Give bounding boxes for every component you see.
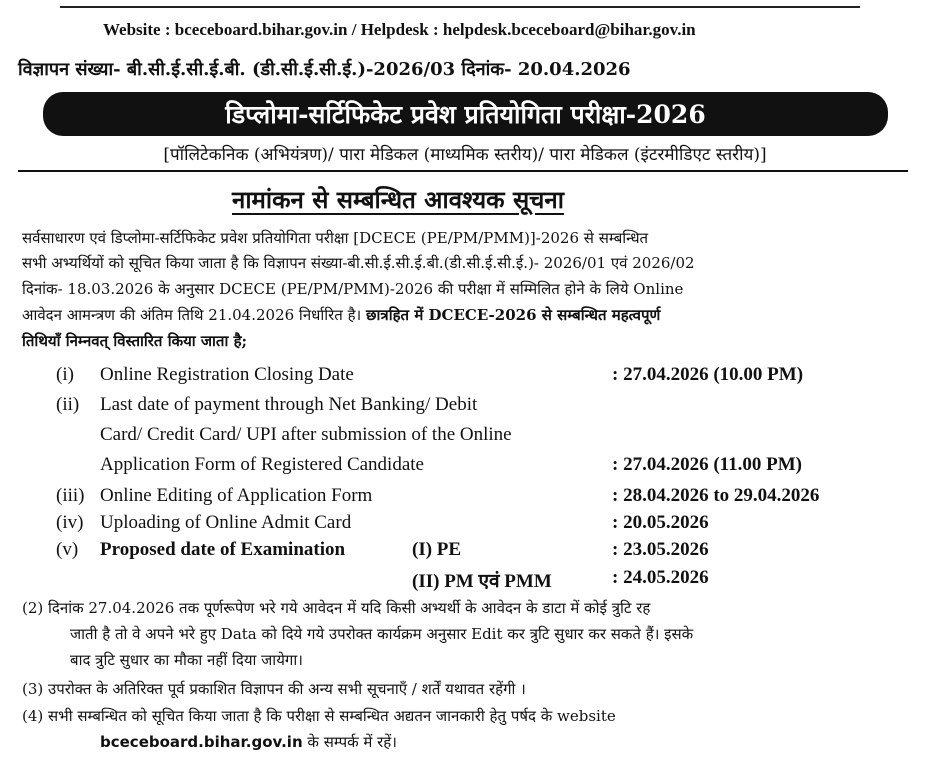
intro-line-2: सभी अभ्यर्थियों को सूचित किया जाता है कि विज्ञापन संख्या-बी.सी.ई.सी.ई.बी.(डी.सी.ई.सी.ई.)- 2026/01 एवं 2026/02	[22, 254, 695, 272]
schedule-label-5: Proposed date of Examination	[100, 539, 346, 560]
divider-line	[18, 170, 908, 172]
note-3: (3) उपरोक्त के अतिरिक्त पूर्व प्रकाशित विज्ञापन की अन्य सभी सूचनाएँ / शर्तें यथावत रहेंगी ।	[22, 680, 526, 698]
course-types-subtitle: [पॉलिटेकनिक (अभियंत्रण)/ पारा मेडिकल (माध्यमिक स्तरीय)/ पारा मेडिकल (इंटरमीडिएट स्तरीय)]	[163, 145, 767, 165]
intro-line-4	[22, 305, 660, 325]
note-2-line-1: (2) दिनांक 27.04.2026 तक पूर्णरूपेण भरे गये आवेदन में यदि किसी अभ्यर्थी के आवेदन के डाटा में कोई त्रुटि रह	[22, 599, 651, 617]
intro-line-3: दिनांक- 18.03.2026 के अनुसार DCECE (PE/PM/PMM)-2026 की परीक्षा में सम्मिलित होने के लिये Online	[22, 280, 684, 298]
schedule-sub-pm: (II) PM एवं PMM	[412, 571, 552, 592]
top-border-clip	[60, 0, 860, 8]
schedule-num-4: (iv)	[56, 512, 84, 533]
note-4-tail: के सम्पर्क में रहें।	[307, 733, 397, 751]
schedule-date-pe: : 23.05.2026	[612, 539, 709, 560]
website-helpdesk-line: Website : bceceboard.bihar.gov.in / Helpdesk : helpdesk.bceceboard@bihar.gov.in	[103, 20, 696, 39]
schedule-label-2a: Last date of payment through Net Banking/ Debit	[100, 394, 478, 415]
exam-title-banner	[43, 92, 888, 136]
schedule-num-2: (ii)	[56, 394, 80, 415]
schedule-num-3: (iii)	[56, 485, 85, 506]
website-link[interactable]: bceceboard.bihar.gov.in	[100, 733, 303, 751]
schedule-date-1: : 27.04.2026 (10.00 PM)	[612, 364, 804, 385]
schedule-label-1: Online Registration Closing Date	[100, 364, 354, 385]
note-2-line-3: बाद त्रुटि सुधार का मौका नहीं दिया जायेगा।	[70, 651, 303, 669]
note-4-line-2	[100, 732, 397, 752]
intro-line-1: सर्वसाधारण एवं डिप्लोमा-सर्टिफिकेट प्रवेश प्रतियोगिता परीक्षा [DCECE (PE/PM/PMM)]-2026 से सम्बन्धित	[22, 229, 649, 247]
intro-line-5: तिथियाँ निम्नवत् विस्तारित किया जाता है;	[22, 332, 248, 350]
schedule-date-2: : 27.04.2026 (11.00 PM)	[612, 454, 802, 475]
schedule-num-5: (v)	[56, 539, 79, 560]
schedule-label-3: Online Editing of Application Form	[100, 485, 373, 506]
exam-title: डिप्लोमा-सर्टिफिकेट प्रवेश प्रतियोगिता परीक्षा-2026	[225, 100, 706, 129]
schedule-num-1: (i)	[56, 364, 74, 385]
schedule-sub-pe: (I) PE	[412, 539, 462, 560]
schedule-label-4: Uploading of Online Admit Card	[100, 512, 352, 533]
schedule-date-pm: : 24.05.2026	[612, 567, 709, 588]
schedule-date-4: : 20.05.2026	[612, 512, 709, 533]
schedule-date-3: : 28.04.2026 to 29.04.2026	[612, 485, 820, 506]
note-2-line-2: जाती है तो वे अपने भरे हुए Data को दिये गये उपरोक्त कार्यक्रम अनुसार Edit कर त्रुटि सुधार कर सकते हैं। इसके	[70, 625, 694, 643]
notice-heading: नामांकन से सम्बन्धित आवश्यक सूचना	[232, 185, 564, 214]
schedule-label-2b: Card/ Credit Card/ UPI after submission of the Online	[100, 424, 512, 445]
intro-line-4-emphasis: छात्रहित में DCECE-2026 से सम्बन्धित महत्वपूर्ण	[366, 306, 661, 324]
advertisement-number-line: विज्ञापन संख्या- बी.सी.ई.सी.ई.बी. (डी.सी.ई.सी.ई.)-2026/03 दिनांक- 20.04.2026	[18, 59, 631, 80]
note-4-line-1: (4) सभी सम्बन्धित को सूचित किया जाता है कि परीक्षा से सम्बन्धित अद्यतन जानकारी हेतु पर्षद के website	[22, 707, 616, 725]
intro-line-4-text: आवेदन आमन्त्रण की अंतिम तिथि 21.04.2026 निर्धारित है।	[22, 306, 362, 324]
schedule-label-2c: Application Form of Registered Candidate	[100, 454, 424, 475]
